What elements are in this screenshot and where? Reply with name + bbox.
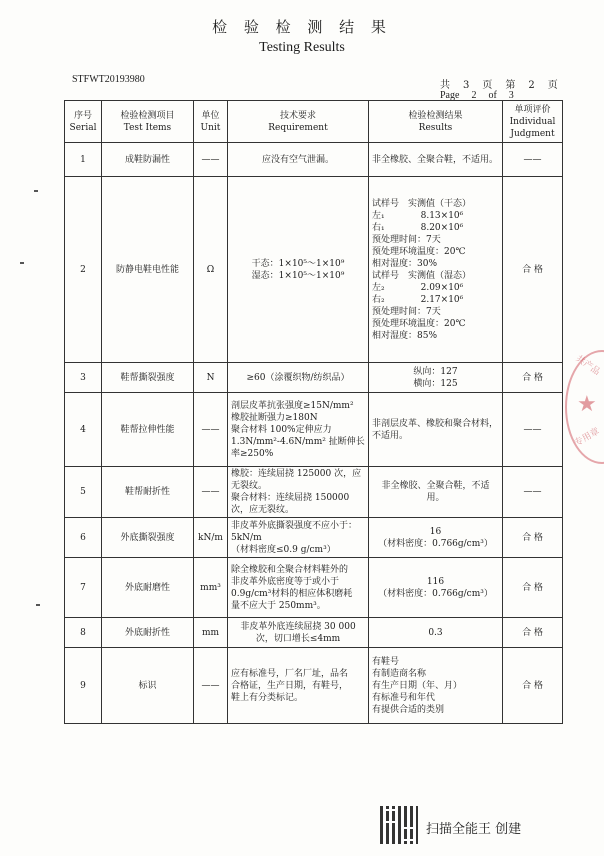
cell-judgment: —— <box>503 143 563 177</box>
table-row <box>65 393 563 467</box>
cell-unit: mm³ <box>194 558 228 618</box>
table-row <box>65 648 563 724</box>
table-row <box>65 143 563 177</box>
table-header-row <box>65 101 563 143</box>
cell-results: 有鞋号 有制造商名称 有生产日期（年、月） 有标准号和年代 有提供合适的类别 <box>369 648 503 724</box>
star-icon: ★ <box>577 392 597 417</box>
cell-requirement: 橡胶：连续屈挠 125000 次，应 无裂纹。 聚合材料：连续屈挠 150000 次，应无裂纹。 <box>228 467 369 518</box>
cell-test-item: 鞋帮拉伸性能 <box>102 393 194 467</box>
header-serial: 序号 Serial <box>65 101 102 143</box>
cell-test-item: 外底耐折性 <box>102 618 194 648</box>
scan-mark <box>20 262 24 264</box>
cell-test-item: 成鞋防漏性 <box>102 143 194 177</box>
cell-judgment: —— <box>503 467 563 518</box>
cell-test-item: 鞋帮耐折性 <box>102 467 194 518</box>
qr-code-icon <box>380 806 418 844</box>
cell-serial: 6 <box>65 518 102 558</box>
cell-serial: 3 <box>65 363 102 393</box>
cell-unit: N <box>194 363 228 393</box>
cell-results: 非全橡胶、全聚合鞋，不适 用。 <box>369 467 503 518</box>
cell-judgment: 合 格 <box>503 648 563 724</box>
page-indicator-english: Page 2 of 3 <box>440 90 514 101</box>
report-number: STFWT20193980 <box>72 74 145 85</box>
cell-judgment: 合 格 <box>503 618 563 648</box>
cell-requirement: 除全橡胶和全聚合材料鞋外的 非皮革外底密度等于或小于 0.9g/cm³材料的相应体积磨耗 量不应大于 250mm³。 <box>228 558 369 618</box>
cell-requirement: 干态：1×10⁵～1×10⁹ 湿态：1×10⁵～1×10⁹ <box>228 177 369 363</box>
cell-test-item: 鞋帮撕裂强度 <box>102 363 194 393</box>
page-indicator-chinese: 共 3 页 第 2 页 <box>440 80 559 91</box>
cell-results: 0.3 <box>369 618 503 648</box>
header-requirement: 技术要求 Requirement <box>228 101 369 143</box>
cell-results: 116 （材料密度：0.766g/cm³） <box>369 558 503 618</box>
cell-requirement: 非皮革外底连续屈挠 30 000 次，切口增长≤4mm <box>228 618 369 648</box>
cell-unit: —— <box>194 467 228 518</box>
cell-test-item: 外底耐磨性 <box>102 558 194 618</box>
table-row <box>65 618 563 648</box>
table-row <box>65 518 563 558</box>
cell-serial: 5 <box>65 467 102 518</box>
official-seal: 共产品 ★ 专用章 <box>565 350 604 464</box>
cell-unit: —— <box>194 393 228 467</box>
header-test-items: 检验检测项目 Test Items <box>102 101 194 143</box>
cell-requirement: ≥60（涂覆织物/纺织品） <box>228 363 369 393</box>
cell-serial: 8 <box>65 618 102 648</box>
cell-test-item: 防静电鞋电性能 <box>102 177 194 363</box>
cell-serial: 7 <box>65 558 102 618</box>
cell-judgment: 合 格 <box>503 363 563 393</box>
cell-requirement: 非皮革外底撕裂强度不应小于： 5kN/m （材料密度≤0.9 g/cm³） <box>228 518 369 558</box>
header-judgment: 单项评价 Individual Judgment <box>503 101 563 143</box>
cell-serial: 4 <box>65 393 102 467</box>
table-row <box>65 177 563 363</box>
header-results: 检验检测结果 Results <box>369 101 503 143</box>
cell-unit: mm <box>194 618 228 648</box>
cell-unit: —— <box>194 648 228 724</box>
scan-mark <box>34 190 38 192</box>
cell-requirement: 应有标准号，厂名厂址，品名 合格证，生产日期，有鞋号， 鞋上有分类标记。 <box>228 648 369 724</box>
cell-serial: 2 <box>65 177 102 363</box>
header-unit: 单位 Unit <box>194 101 228 143</box>
cell-test-item: 标识 <box>102 648 194 724</box>
cell-unit: kN/m <box>194 518 228 558</box>
cell-results: 非全橡胶、全聚合鞋，不适用。 <box>369 143 503 177</box>
cell-serial: 9 <box>65 648 102 724</box>
table-row <box>65 467 563 518</box>
cell-requirement: 剖层皮革抗张强度≥15N/mm² 橡胶扯断强力≥180N 聚合材料 100%定伸应力 1.3N/mm²-4.6N/mm² 扯断伸长 率≥250% <box>228 393 369 467</box>
results-table <box>64 100 563 724</box>
cell-test-item: 外底撕裂强度 <box>102 518 194 558</box>
scanner-watermark-text: 扫描全能王 创建 <box>426 822 522 837</box>
cell-judgment: 合 格 <box>503 177 563 363</box>
cell-serial: 1 <box>65 143 102 177</box>
cell-results: 16 （材料密度：0.766g/cm³） <box>369 518 503 558</box>
title-english: Testing Results <box>259 40 345 55</box>
table-row <box>65 363 563 393</box>
cell-requirement: 应没有空气泄漏。 <box>228 143 369 177</box>
cell-results: 非剖层皮革、橡胶和聚合材料， 不适用。 <box>369 393 503 467</box>
title-chinese: 检 验 检 测 结 果 <box>212 18 392 36</box>
cell-results: 纵向：127 横向：125 <box>369 363 503 393</box>
cell-judgment: 合 格 <box>503 518 563 558</box>
cell-judgment: —— <box>503 393 563 467</box>
cell-results: 试样号 实测值（干态） 左₁ 8.13×10⁶ 右₁ 8.20×10⁶ 预处理时间：7天 预处理环境温度：20℃ 相对湿度：30% 试样号 实测值（湿态） 左₂ 2.09×10⁶ 右₂ 2.17×10⁶ 预处理时间：7天 预处理环境温度：20℃ 相对湿度：85% <box>369 177 503 363</box>
scan-mark <box>36 604 40 606</box>
table-row <box>65 558 563 618</box>
cell-judgment: 合 格 <box>503 558 563 618</box>
cell-unit: Ω <box>194 177 228 363</box>
cell-unit: —— <box>194 143 228 177</box>
